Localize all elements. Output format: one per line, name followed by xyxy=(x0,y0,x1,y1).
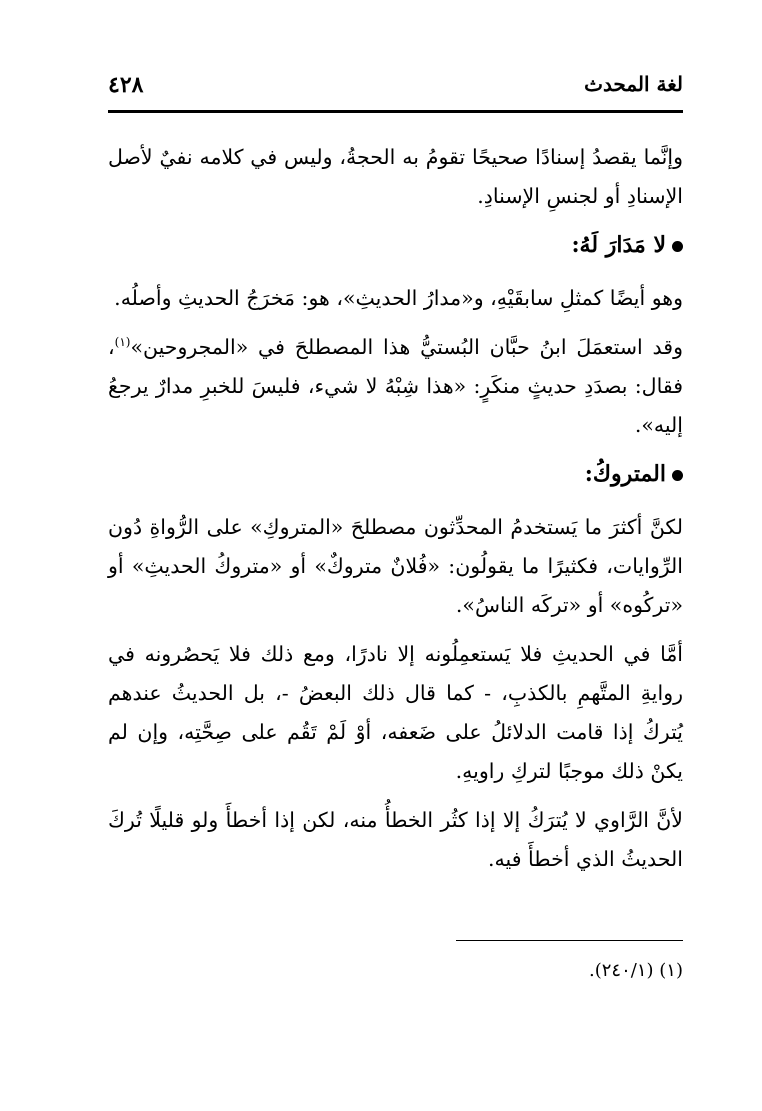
bullet-icon xyxy=(672,241,683,252)
paragraph-3-part-1: وقد استعمَلَ ابنُ حبَّان البُستيُّ هذا المصطلحَ في «المجروحين» xyxy=(130,335,683,359)
header-rule xyxy=(108,110,683,113)
paragraph-2: وهو أيضًا كمثلِ سابقَيْهِ، و«مدارُ الحديثِ»، هو: مَخرَجُ الحديثِ وأصلُه. xyxy=(114,286,683,310)
footnote-marker: (١) xyxy=(114,335,131,350)
paragraph-5: أمَّا في الحديثِ فلا يَستعمِلُونه إلا نادرًا، ومع ذلك فلا يَحصُرونه في روايةِ المتَّهمِ بالكذبِ، - كما قال ذلك البعضُ -، بل الحديثُ عندهم يُتركُ إذا قامت الدلائلُ على ضَعفه، أوْ لَمْ تَقُم على صِحَّتِه، وإن لم يكنْ ذلك موجبًا لتركِ راويهِ. xyxy=(108,642,683,783)
paragraph-3 xyxy=(108,328,683,445)
heading-text: المتروكُ: xyxy=(584,461,666,487)
body-text xyxy=(108,138,683,889)
page-header xyxy=(108,72,683,108)
paragraph-1: وإنَّما يقصدُ إسنادًا صحيحًا تقومُ به الحجةُ، وليس في كلامه نفيٌ لأصل الإسنادِ أو لجنسِ الإسنادِ. xyxy=(108,145,683,208)
paragraph-3-part-2: ، فقال: بصدَدِ حديثٍ منكَرٍ: «هذا شِبْهُ لا شيء، فليسَ للخبرِ مدارٌ يرجعُ إليه». xyxy=(108,335,683,437)
running-title: لغة المحدث xyxy=(584,72,683,96)
page-number: ٤٢٨ xyxy=(108,72,144,98)
footnote-rule xyxy=(456,940,683,941)
section-heading-matruk xyxy=(108,455,683,494)
heading-text: لا مَدَارَ لَهُ: xyxy=(571,232,666,258)
paragraph-4: لكنَّ أكثرَ ما يَستخدمُ المحدِّثون مصطلحَ «المتروكِ» على الرُّواةِ دُون الرِّوايات، فكثيرًا ما يقولُون: «فُلانٌ متروكٌ» أو «متروكُ الحديثِ» أو «تركُوه» أو «تركَه الناسُ». xyxy=(108,515,683,617)
paragraph-6: لأنَّ الرَّاوي لا يُترَكُ إلا إذا كثُر الخطأُ منه، لكن إذا أخطأَ ولو قليلًا تُركَ الحديثُ الذي أخطأَ فيه. xyxy=(108,808,683,871)
footnote: (١) (٢٤٠/١). xyxy=(589,960,683,981)
bullet-icon xyxy=(672,470,683,481)
section-heading-no-madar xyxy=(108,226,683,265)
